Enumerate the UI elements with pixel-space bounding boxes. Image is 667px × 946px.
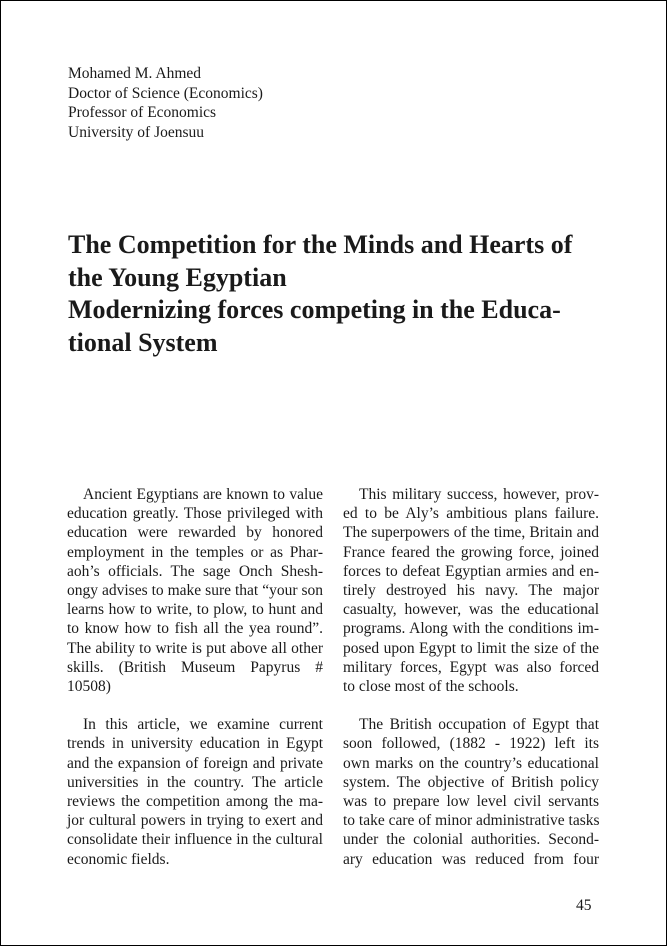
text-line: ary education was reduced from four [343, 850, 599, 868]
text-line: 10508) [67, 678, 111, 696]
text-line: casualty, however, was the educational [343, 601, 599, 619]
author-degree: Doctor of Science (Economics) [68, 84, 263, 102]
text-line: reviews the competition among the ma- [67, 793, 323, 811]
article-title [68, 229, 608, 359]
text-line: France feared the growing force, joined [343, 543, 599, 561]
text-line: trends in university education in Egypt [67, 735, 323, 753]
text-line: under the colonial authorities. Second- [343, 831, 599, 849]
text-line: skills. (British Museum Papyrus # [67, 658, 323, 676]
text-line: The ability to write is put above all other [67, 639, 323, 657]
text-line: consolidate their influence in the cultural [67, 831, 323, 849]
text-line: jor cultural powers in trying to exert and [67, 812, 323, 830]
text-line: to take care of minor administrative tasks [343, 812, 600, 830]
text-line: tirely destroyed his navy. The major [343, 582, 599, 600]
text-line: programs. Along with the conditions im- [343, 620, 599, 638]
paragraph [343, 485, 599, 696]
text-line: to know how to fish all the yea round”. [67, 620, 323, 638]
author-affiliation [68, 64, 263, 142]
text-line: education greatly. Those privileged with [67, 505, 323, 523]
text-line: This military success, however, prov- [359, 486, 599, 503]
text-line: education were rewarded by honored [67, 524, 323, 542]
right-column [343, 485, 599, 869]
text-line: The British occupation of Egypt that [359, 716, 599, 734]
text-line: ed to be Aly’s ambitious plans failure. [343, 505, 599, 523]
text-line: to close most of the schools. [343, 678, 519, 696]
paragraph [67, 715, 323, 869]
text-line: aoh’s officials. The sage Onch Shesh- [67, 562, 323, 580]
text-line: soon followed, (1882 - 1922) left its [343, 735, 599, 753]
author-university: University of Joensuu [68, 123, 205, 141]
text-line: Ancient Egyptians are known to value [83, 486, 323, 503]
left-column [67, 485, 323, 869]
text-line: learns how to write, to plow, to hunt and [67, 601, 323, 619]
text-line: universities in the country. The article [67, 773, 323, 791]
text-line: ongy advises to make sure that “your son [67, 582, 323, 600]
author-name: Mohamed M. Ahmed [68, 65, 202, 82]
author-position: Professor of Economics [68, 104, 217, 121]
text-line: system. The objective of British policy [343, 773, 599, 791]
text-line: employment in the temples or as Phar- [67, 543, 323, 561]
text-line: forces to defeat Egyptian armies and en- [343, 562, 599, 580]
text-line: and the expansion of foreign and private [67, 754, 323, 772]
text-line: posed upon Egypt to limit the size of the [343, 639, 599, 657]
paragraph [67, 485, 323, 696]
subtitle-line: Modernizing forces competing in the Educa- [68, 295, 561, 324]
paragraph [343, 715, 599, 869]
text-line: military forces, Egypt was also forced [343, 658, 599, 676]
title-line: The Competition for the Minds and Hearts of [68, 230, 573, 259]
text-line: In this article, we examine current [83, 716, 323, 734]
title-line: the Young Egyptian [68, 262, 287, 292]
text-line: was to prepare low level civil servants [343, 793, 599, 811]
text-line: economic fields. [67, 850, 170, 868]
text-line: The superpowers of the time, Britain and [343, 524, 599, 542]
text-line: own marks on the country’s educational [343, 754, 599, 772]
page-number: 45 [576, 897, 592, 914]
subtitle-line: tional System [68, 327, 218, 357]
